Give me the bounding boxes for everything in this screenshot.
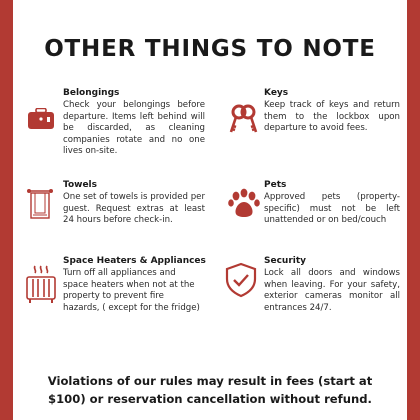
note-heading: Pets xyxy=(264,180,287,190)
note-security xyxy=(219,254,407,344)
suitcase-icon xyxy=(27,108,55,130)
note-text: Keep track of keys and return them to the lockbox upon departure to avoid fees. xyxy=(264,100,400,134)
keys-icon xyxy=(227,102,261,136)
shield-check-icon xyxy=(224,262,258,298)
note-heading: Towels xyxy=(63,180,97,190)
note-text: Check your belongings before departure. Items left behind will be discarded, as cleaning companies rotate and no one lives on-site. xyxy=(63,100,205,157)
note-heading: Space Heaters & Appliances xyxy=(63,256,206,266)
note-pets xyxy=(219,176,407,246)
note-heading: Security xyxy=(264,256,307,266)
note-belongings xyxy=(13,80,213,160)
note-text: Lock all doors and windows when leaving. For your safety, exterior cameras monitor all entrances 24/7. xyxy=(264,268,400,313)
notes-card xyxy=(13,0,407,420)
heater-icon xyxy=(25,264,57,304)
note-space-heaters xyxy=(13,254,213,344)
paw-icon xyxy=(227,188,261,220)
towel-icon xyxy=(26,188,54,220)
note-text: Approved pets (property-specific) must not be left unattended or on bed/couch xyxy=(264,192,400,226)
note-text: Turn off all appliances and space heaters when not at the property to prevent fire hazards, ( except for the fridge) xyxy=(63,268,200,313)
note-towels xyxy=(13,176,213,246)
page-title: OTHER THINGS TO NOTE xyxy=(44,36,376,62)
note-keys xyxy=(219,80,407,160)
note-heading: Keys xyxy=(264,88,289,98)
note-text: One set of towels is provided per guest. Request extras at least 24 hours before check-in. xyxy=(63,192,205,226)
footer-line-1: Violations of our rules may result in fees (start at xyxy=(47,374,373,388)
footer-line-2: $100) or reservation cancellation without refund. xyxy=(48,392,372,406)
rules-violation-notice xyxy=(13,372,407,408)
note-heading: Belongings xyxy=(63,88,120,98)
